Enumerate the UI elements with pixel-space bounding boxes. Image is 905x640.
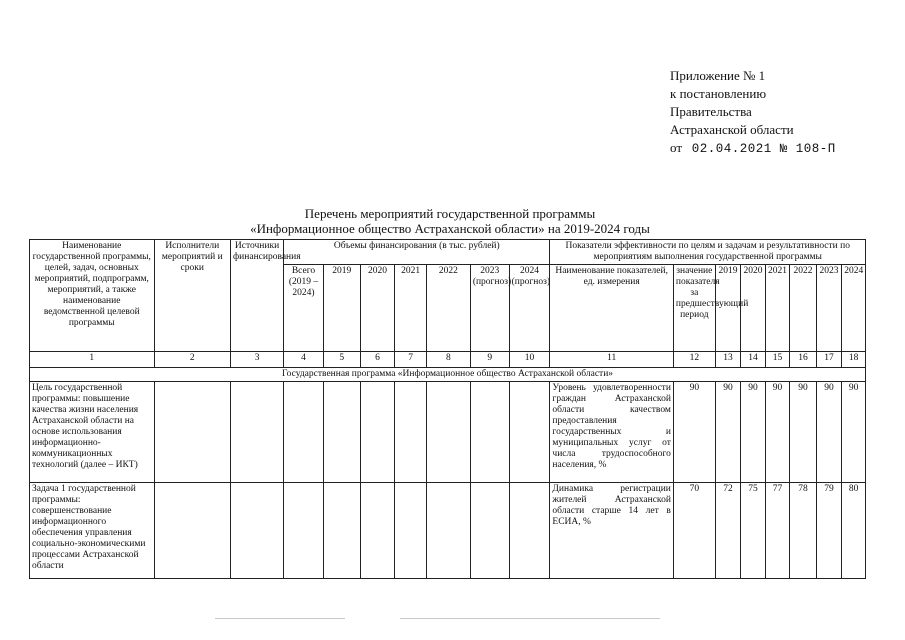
- date-number: 02.04.2021 № 108-П: [691, 142, 836, 156]
- header-2023: 2023 (прогноз): [470, 265, 509, 352]
- column-number: 18: [842, 352, 866, 368]
- row-value: 77: [765, 483, 789, 579]
- document-title: [200, 206, 700, 236]
- row-name: Цель государственной программы: повышение качества жизни населения Астраханской области на основе использования информационно-коммуникационных технологий (далее – ИКТ): [30, 382, 155, 483]
- header-funding-group: Объемы финансирования (в тыс. рублей): [284, 240, 550, 265]
- header-i2020: 2020: [741, 265, 765, 352]
- column-number: 7: [395, 352, 427, 368]
- column-numbers-row: [30, 352, 866, 368]
- header-2019: 2019: [323, 265, 360, 352]
- row-indicator: Уровень удовлетворенности граждан Астраханской области качеством предоставления государственных и муниципальных услуг от числа трудоспособного населения, %: [550, 382, 673, 483]
- row-value: 70: [673, 483, 715, 579]
- column-number: 8: [426, 352, 470, 368]
- column-number: 10: [509, 352, 550, 368]
- header-i2019: 2019: [715, 265, 741, 352]
- row-value: 78: [790, 483, 817, 579]
- table-row: [30, 382, 866, 483]
- header-total: Всего (2019 – 2024): [284, 265, 324, 352]
- section-title: Государственная программа «Информационное общество Астраханской области»: [30, 368, 866, 382]
- appendix-line-4: Астраханской области: [670, 122, 794, 137]
- row-value: 75: [741, 483, 765, 579]
- appendix-line-2: к постановлению: [670, 86, 767, 101]
- row-value: 90: [816, 382, 842, 483]
- title-line-2: «Информационное общество Астраханской области» на 2019-2024 годы: [250, 221, 650, 236]
- row-value: 90: [842, 382, 866, 483]
- row-indicator: Динамика регистрации жителей Астраханской области старше 14 лет в ЕСИА, %: [550, 483, 673, 579]
- header-i2021: 2021: [765, 265, 789, 352]
- header-sources: Источники финансирования: [231, 240, 284, 352]
- header-i2024: 2024: [842, 265, 866, 352]
- row-value: 72: [715, 483, 741, 579]
- header-i2022: 2022: [790, 265, 817, 352]
- header-name: Наименование государственной программы, целей, задач, основных мероприятий, подпрограмм, мероприятий, а также наименование ведомственной целевой программы: [30, 240, 155, 352]
- column-number: 3: [231, 352, 284, 368]
- column-number: 2: [154, 352, 231, 368]
- appendix-line-3: Правительства: [670, 104, 752, 119]
- row-value: 90: [715, 382, 741, 483]
- column-number: 16: [790, 352, 817, 368]
- scan-artifact: [400, 618, 660, 619]
- column-number: 1: [30, 352, 155, 368]
- column-number: 9: [470, 352, 509, 368]
- header-i2023: 2023: [816, 265, 842, 352]
- header-2022: 2022: [426, 265, 470, 352]
- title-line-1: Перечень мероприятий государственной программы: [304, 206, 596, 221]
- column-number: 15: [765, 352, 789, 368]
- column-number: 12: [673, 352, 715, 368]
- row-value: 90: [673, 382, 715, 483]
- header-base-value: значение показателя за предшествующий период: [673, 265, 715, 352]
- header-indicator-name: Наименование показателей, ед. измерения: [550, 265, 673, 352]
- header-2021: 2021: [395, 265, 427, 352]
- row-name: Задача 1 государственной программы: совершенствование информационного обеспечения управления социально-экономическими процессами Астраханской области: [30, 483, 155, 579]
- appendix-block: [670, 67, 836, 158]
- appendix-line-1: Приложение № 1: [670, 68, 766, 83]
- column-number: 11: [550, 352, 673, 368]
- header-indicators-group: Показатели эффективности по целям и задачам и результативности по мероприятиям выполнения государственной программы: [550, 240, 866, 265]
- row-value: 79: [816, 483, 842, 579]
- column-number: 14: [741, 352, 765, 368]
- header-2024: 2024 (прогноз): [509, 265, 550, 352]
- row-value: 90: [765, 382, 789, 483]
- table-row: [30, 483, 866, 579]
- program-table: [29, 239, 866, 579]
- column-number: 6: [360, 352, 395, 368]
- column-number: 13: [715, 352, 741, 368]
- appendix-date: [670, 139, 836, 158]
- column-number: 5: [323, 352, 360, 368]
- date-prefix: от: [670, 140, 683, 155]
- row-value: 90: [741, 382, 765, 483]
- header-executors: Исполнители мероприятий и сроки: [154, 240, 231, 352]
- header-2020: 2020: [360, 265, 395, 352]
- column-number: 4: [284, 352, 324, 368]
- scan-artifact: [215, 618, 345, 619]
- column-number: 17: [816, 352, 842, 368]
- row-value: 90: [790, 382, 817, 483]
- row-value: 80: [842, 483, 866, 579]
